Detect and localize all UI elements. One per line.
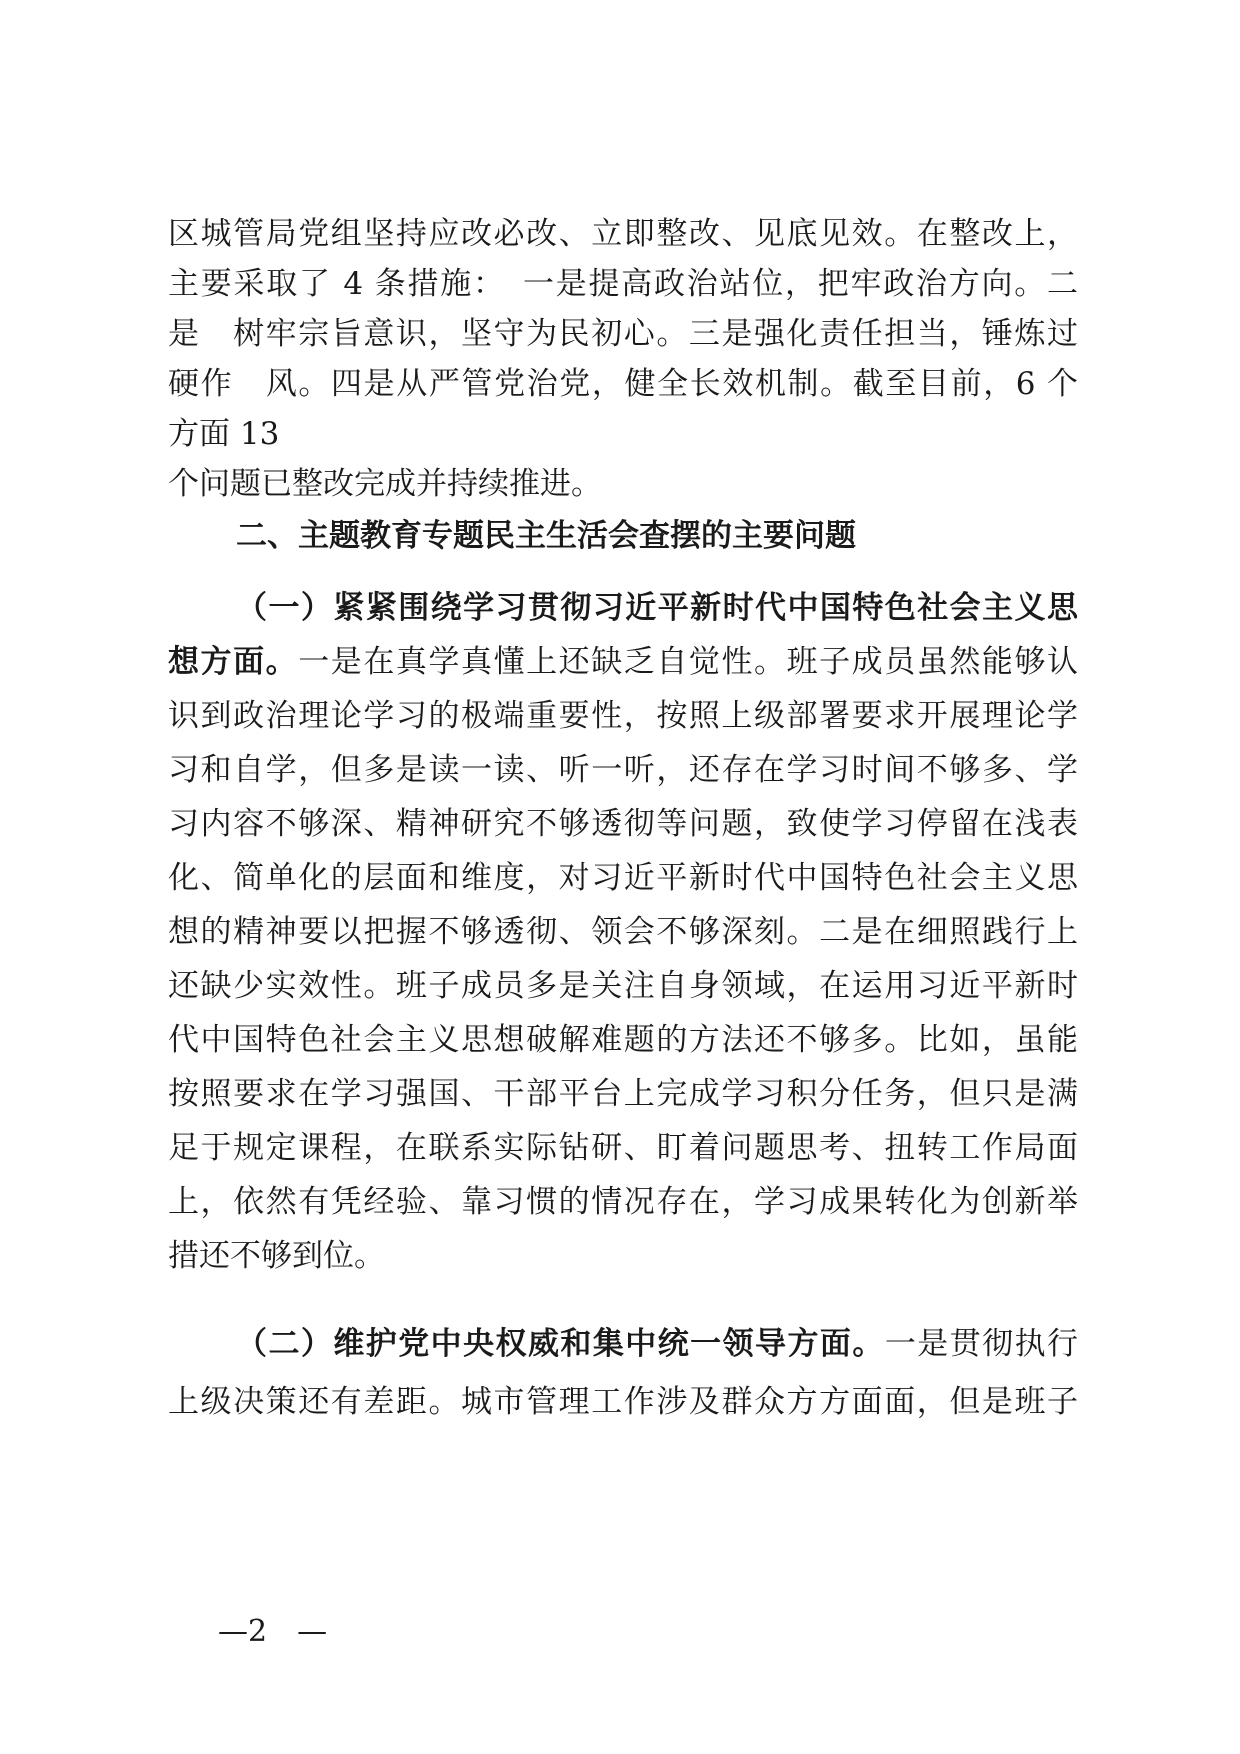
subsection-1-line: 识到政治理论学习的极端重要性，按照上级部署要求开展理论学 xyxy=(168,698,1078,734)
subsection-1-line: 想的精神要以把握不够透彻、领会不够深刻。二是在细照践行上 xyxy=(168,914,1078,950)
section-heading: 二、主题教育专题民主生活会查摆的主要问题 xyxy=(236,518,856,554)
subsection-1-line: 措还不够到位。 xyxy=(168,1238,385,1274)
subsection-1-line: 习内容不够深、精神研究不够透彻等问题，致使学习停留在浅表 xyxy=(168,806,1078,842)
subsection-1-line: 代中国特色社会主义思想破解难题的方法还不够多。比如，虽能 xyxy=(168,1022,1078,1058)
intro-line: 硬作 风。四是从严管党治党，健全长效机制。截至目前，6 个 xyxy=(168,366,1078,402)
page-number: —2 — xyxy=(218,1614,328,1649)
subsection-2-line: 上级决策还有差距。城市管理工作涉及群众方方面面，但是班子 xyxy=(168,1384,1078,1420)
subsection-1-line xyxy=(168,640,1078,684)
subsection-1-line: 按照要求在学习强国、干部平台上完成学习积分任务，但只是满 xyxy=(168,1076,1078,1112)
intro-line: 区城管局党组坚持应改必改、立即整改、见底见效。在整改上， xyxy=(168,216,1078,252)
subsection-1-line: 上，依然有凭经验、靠习惯的情况存在，学习成果转化为创新举 xyxy=(168,1184,1078,1220)
intro-line: 个问题已整改完成并持续推进。 xyxy=(168,466,602,502)
subsection-1-line: 习和自学，但多是读一读、听一听，还存在学习时间不够多、学 xyxy=(168,752,1078,788)
subsection-2-text: 一是贯彻执行 xyxy=(884,1326,1079,1362)
subsection-1-title-end: 想方面。 xyxy=(168,644,299,680)
subsection-2-line xyxy=(236,1322,1078,1366)
subsection-1-line: 还缺少实效性。班子成员多是关注自身领域，在运用习近平新时 xyxy=(168,968,1078,1004)
intro-line: 是 树牢宗旨意识，坚守为民初心。三是强化责任担当，锤炼过 xyxy=(168,316,1078,352)
subsection-1-title: （一）紧紧围绕学习贯彻习近平新时代中国特色社会主义思 xyxy=(236,590,1078,626)
subsection-2-title: （二）维护党中央权威和集中统一领导方面。 xyxy=(236,1326,885,1362)
subsection-1-text: 一是在真学真懂上还缺乏自觉性。班子成员虽然能够认 xyxy=(298,644,1079,680)
intro-line: 主要采取了 4 条措施： 一是提高政治站位，把牢政治方向。二 xyxy=(168,266,1078,302)
subsection-1-line: 足于规定课程，在联系实际钻研、盯着问题思考、扭转工作局面 xyxy=(168,1130,1078,1166)
subsection-1-line: 化、简单化的层面和维度，对习近平新时代中国特色社会主义思 xyxy=(168,860,1078,896)
intro-line: 方面 13 xyxy=(168,416,280,452)
